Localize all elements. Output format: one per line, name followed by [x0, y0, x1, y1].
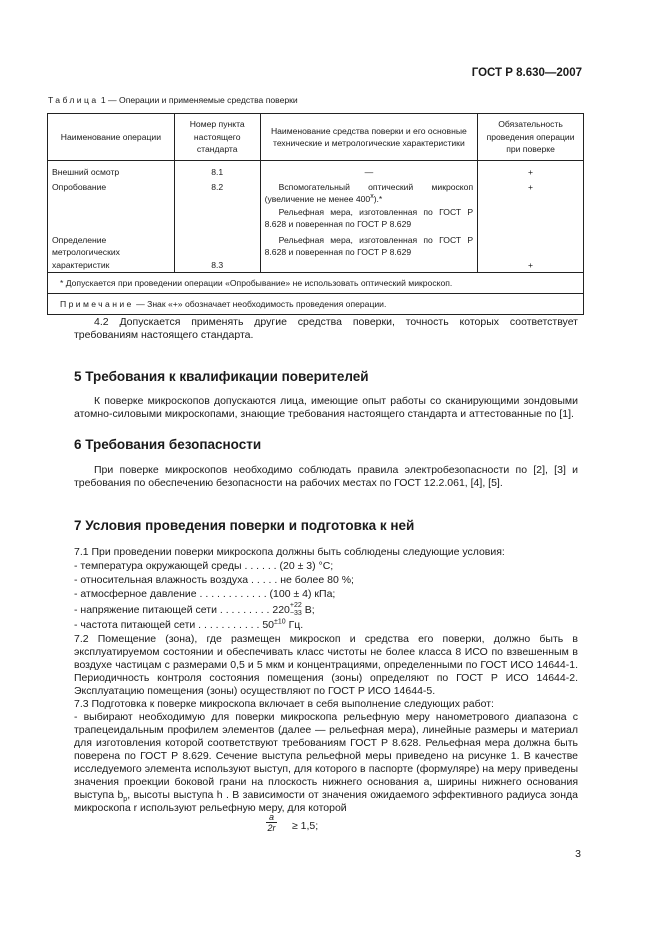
- condition-frequency: [74, 619, 303, 631]
- means-tail: ).*: [373, 194, 383, 204]
- column-header: Номер пункта настоящего стандарта: [174, 114, 260, 161]
- operation-cell: Внешний осмотр: [48, 161, 175, 179]
- operation-cell: Определение метрологических характеристик: [48, 231, 175, 273]
- required-cell: +: [478, 161, 584, 179]
- section-6-text: При поверке микроскопов необходимо соблюдать правила электробезопасности по [2], [3] и требования по обеспечению безопасности на рабочих местах по ГОСТ 12.2.061, [4], [5].: [74, 464, 578, 489]
- paragraph-4-2: 4.2 Допускается применять другие средства поверки, точность которых соответствует требованиям настоящего стандарта.: [74, 316, 578, 341]
- formula-fraction: [266, 812, 277, 833]
- column-header: Наименование операции: [48, 114, 175, 161]
- table-row: [48, 161, 584, 179]
- condition-temperature: - температура окружающей среды . . . . . . (20 ± 3) °С;: [74, 560, 334, 572]
- paragraph-7-1: 7.1 При проведении поверки микроскопа должны быть соблюдены следующие условия:: [74, 546, 505, 558]
- paragraph-7-3-a-tail: , высоты выступа h . В зависимости от значения ожидаемого эффективного радиуса зонда микроскопа r используют рельефную меру, для которой: [74, 789, 578, 814]
- note-prefix: Примечание: [60, 298, 134, 309]
- formula-inequality: ≥ 1,5;: [292, 820, 319, 832]
- frequency-tol: ±10: [274, 618, 286, 626]
- table-caption-text: 1 — Операции и применяемые средства поверки: [100, 95, 298, 105]
- table-row: [48, 231, 584, 273]
- note-text: — Знак «+» обозначает необходимость проведения операции.: [136, 298, 387, 309]
- condition-pressure: - атмосферное давление . . . . . . . . . . . . (100 ± 4) кПа;: [74, 588, 336, 600]
- page-number: 3: [575, 848, 581, 860]
- voltage-text: - напряжение питающей сети . . . . . . . . . 220: [74, 603, 290, 616]
- table-notes-row: [48, 273, 584, 315]
- clause-cell: 8.3: [174, 231, 260, 273]
- clause-cell: 8.2: [174, 179, 260, 231]
- voltage-unit: В;: [301, 603, 315, 616]
- section-5-title: 5 Требования к квалификации поверителей: [74, 369, 369, 384]
- document-code: ГОСТ Р 8.630—2007: [471, 67, 582, 79]
- required-cell: +: [478, 231, 584, 273]
- section-6-title: 6 Требования безопасности: [74, 437, 262, 452]
- condition-voltage: [74, 602, 315, 618]
- formula-numerator: a: [266, 812, 277, 823]
- condition-humidity: - относительная влажность воздуха . . . . . не более 80 %;: [74, 574, 354, 586]
- required-cell: +: [478, 179, 584, 231]
- section-5-text: К поверке микроскопов допускаются лица, имеющие опыт работы со сканирующими зондовыми атомно-силовыми микроскопами, знающие требования настоящего стандарта и аттестованные по [1].: [74, 395, 578, 420]
- paragraph-7-3-a-text: - выбирают необходимую для поверки микроскопа рельефную меру нанометрового диапазона с трапецеидальным профилем элементов (далее — рельефная мера), линейные размеры и материал для изготовления которой соответствуют требованиям ГОСТ Р 8.628. Рельефная мера должна быть поверена по ГОСТ Р 8.629. Сечение выступа рельефной меры приведено на рисунке 1. В качестве исследуемого элемента используют выступ, для которого в паспорте (формуляре) на меру приведены значения проекции боковой грани на плоскость нижнего основания a, ширины нижнего основания выступа b: [74, 711, 578, 801]
- table-caption: [48, 95, 298, 105]
- means-cell: [260, 179, 477, 231]
- means-sup: x: [370, 193, 374, 201]
- operations-table: [47, 113, 584, 315]
- table-note: [48, 293, 583, 313]
- formula-denominator: 2r: [267, 823, 276, 833]
- means-cell: —: [260, 161, 477, 179]
- means-cell: Рельефная мера, изготовленная по ГОСТ Р 8.628 и поверенная по ГОСТ Р 8.629: [260, 231, 477, 273]
- frequency-text: - частота питающей сети . . . . . . . . . . . 50: [74, 619, 275, 631]
- paragraph-7-3: 7.3 Подготовка к поверке микроскопа включает в себя выполнение следующих работ:: [74, 698, 494, 710]
- table-row: [48, 179, 584, 231]
- means-text-2: Рельефная мера, изготовленная по ГОСТ Р 8.628 и поверенная по ГОСТ Р 8.629: [264, 206, 474, 229]
- table-header-row: [48, 114, 584, 161]
- voltage-upper-tol: +22: [289, 602, 302, 609]
- table-caption-prefix: Таблица: [48, 95, 99, 105]
- section-7-title: 7 Условия проведения поверки и подготовка к ней: [74, 518, 415, 533]
- column-header: Наименование средства поверки и его основные технические и метрологические характеристики: [260, 114, 477, 161]
- frequency-unit: Гц.: [285, 619, 304, 631]
- clause-cell: 8.1: [174, 161, 260, 179]
- paragraph-7-3-a: [74, 711, 578, 815]
- paragraph-7-2: 7.2 Помещение (зона), где размещен микроскоп и средства его поверки, должно быть в эксплуатируемом состоянии и обеспечивать класс чистоты не более класса 8 ИСО по взвешенным в воздухе частицам с размерами 0,5 и 5 мкм и концентрациями, определенными по ГОСТ ИСО 14644-1. Периодичность контроля состояния помещения (зоны) определяют по ГОСТ Р ИСО 14644-2. Эксплуатацию помещения (зоны) осуществляют по ГОСТ Р ИСО 14644-5.: [74, 633, 578, 697]
- column-header: Обязательность проведения операции при поверке: [478, 114, 584, 161]
- table-footnote: * Допускается при проведении операции «Опробывание» не использовать оптический микроскоп.: [60, 278, 453, 288]
- subscript-p: p: [123, 796, 128, 804]
- means-text: Вспомогательный оптический микроскоп (увеличение не менее 400: [264, 181, 474, 204]
- voltage-lower-tol: −33: [289, 610, 302, 617]
- operation-cell: Опробование: [48, 179, 175, 231]
